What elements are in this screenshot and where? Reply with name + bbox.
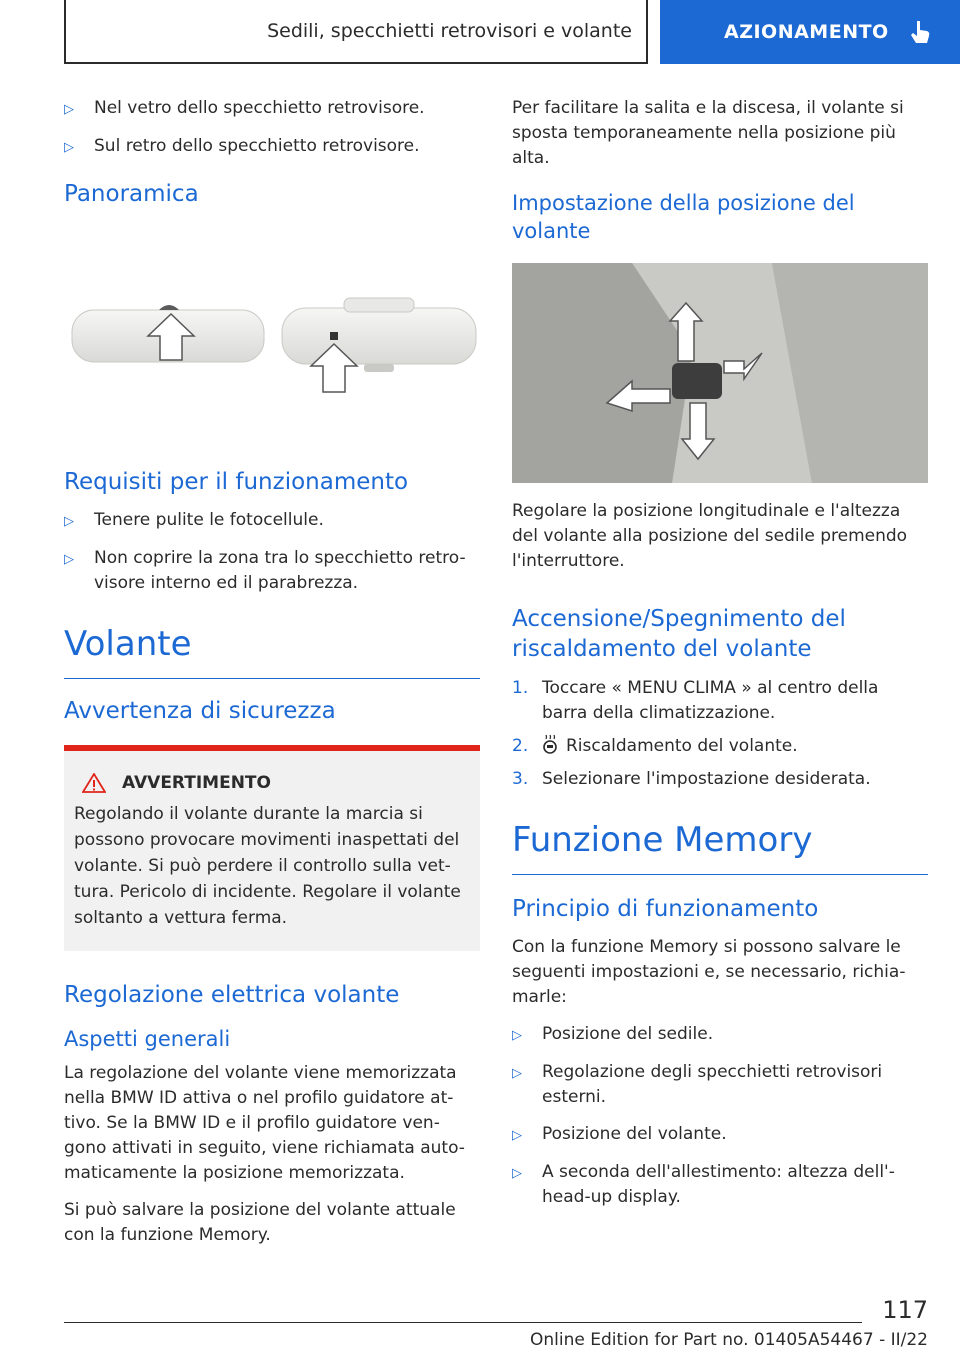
warning-triangle-icon — [82, 773, 106, 793]
heading-volante: Volante — [64, 624, 480, 679]
heading-requisiti: Requisiti per il funzionamento — [64, 469, 409, 495]
list-item: ▷ Sul retro dello specchietto retrovisore. — [64, 134, 480, 160]
heading-memory: Funzione Memory — [512, 820, 928, 875]
heated-steering-wheel-icon — [542, 734, 558, 754]
heading-impostazione: Impostazione della posizione del volante — [512, 191, 855, 243]
steering-adjust-switch-illustration — [512, 263, 928, 483]
chapter-tab[interactable] — [660, 0, 960, 64]
mirror-illustration — [64, 220, 480, 410]
paragraph: Con la funzione Memory si possono salvare le seguenti impostazioni e, se necessario, richia-marle: — [512, 937, 906, 1007]
section-header — [64, 0, 648, 64]
bullet-icon: ▷ — [64, 552, 74, 567]
warning-box — [64, 745, 480, 951]
page-number: 117 — [882, 1296, 928, 1324]
hand-pointer-icon — [909, 19, 931, 45]
bullet-icon: ▷ — [512, 1128, 522, 1143]
warning-title: AVVERTIMENTO — [74, 773, 470, 793]
list-item: ▷ Posizione del volante. — [512, 1122, 928, 1148]
paragraph: Si può salvare la posizione del volante attuale con la funzione Memory. — [64, 1200, 456, 1245]
heading-accensione: Accensione/Spegnimento del riscaldamento del volante — [512, 606, 846, 662]
warning-text: Regolando il volante durante la marcia si possono provocare movimenti inaspettati del volante. Si può perdere il controllo sulla vet-tura. Pericolo di incidente. Regolare il volante soltanto a vettura ferma. — [74, 804, 461, 928]
bullet-icon: ▷ — [512, 1166, 522, 1181]
paragraph: Per facilitare la salita e la discesa, il volante si sposta temporaneamente nella posizione più alta. — [512, 98, 904, 168]
footer-edition: Online Edition for Part no. 01405A54467 - II/22 — [529, 1330, 928, 1350]
heading-principio: Principio di funzionamento — [512, 896, 819, 922]
list-item: ▷ Nel vetro dello specchietto retrovisore. — [64, 96, 480, 122]
list-item: ▷ Posizione del sedile. — [512, 1022, 928, 1048]
right-column — [512, 96, 928, 1222]
list-item: 2. Riscaldamento del volante. — [512, 736, 798, 756]
section-title: Sedili, specchietti retrovisori e volante — [267, 20, 632, 42]
list-item: ▷ Tenere pulite le fotocellule. — [64, 508, 480, 534]
bullet-icon: ▷ — [64, 140, 74, 155]
heading-regolazione: Regolazione elettrica volante — [64, 982, 400, 1008]
chapter-title: AZIONAMENTO — [724, 21, 889, 43]
list-item: 3. Selezionare l'impostazione desiderata. — [512, 769, 871, 789]
left-column — [64, 96, 480, 1260]
paragraph: La regolazione del volante viene memorizzata nella BMW ID attiva o nel profilo guidatore at-tivo. Se la BMW ID e il profilo guidatore ven-gono attivati in seguito, viene richiamata auto-maticamente la posizione memorizzata. — [64, 1063, 465, 1183]
bullet-icon: ▷ — [64, 102, 74, 117]
list-item: ▷ Regolazione degli specchietti retrovisori esterni. — [512, 1060, 928, 1110]
list-item: 1. Toccare « MENU CLIMA » al centro della barra della climatizzazione. — [512, 678, 879, 723]
bullet-icon: ▷ — [512, 1028, 522, 1043]
list-item: ▷ A seconda dell'allestimento: altezza dell'-head-up display. — [512, 1160, 928, 1210]
heading-avvertenza: Avvertenza di sicurezza — [64, 698, 336, 724]
bullet-icon: ▷ — [512, 1066, 522, 1081]
list-item: ▷ Non coprire la zona tra lo specchietto retro-visore interno ed il parabrezza. — [64, 546, 480, 596]
footer-divider — [64, 1322, 862, 1323]
heading-panoramica: Panoramica — [64, 181, 199, 207]
bullet-icon: ▷ — [64, 514, 74, 529]
paragraph: Regolare la posizione longitudinale e l'altezza del volante alla posizione del sedile premendo l'interruttore. — [512, 501, 908, 571]
heading-aspetti: Aspetti generali — [64, 1027, 231, 1051]
